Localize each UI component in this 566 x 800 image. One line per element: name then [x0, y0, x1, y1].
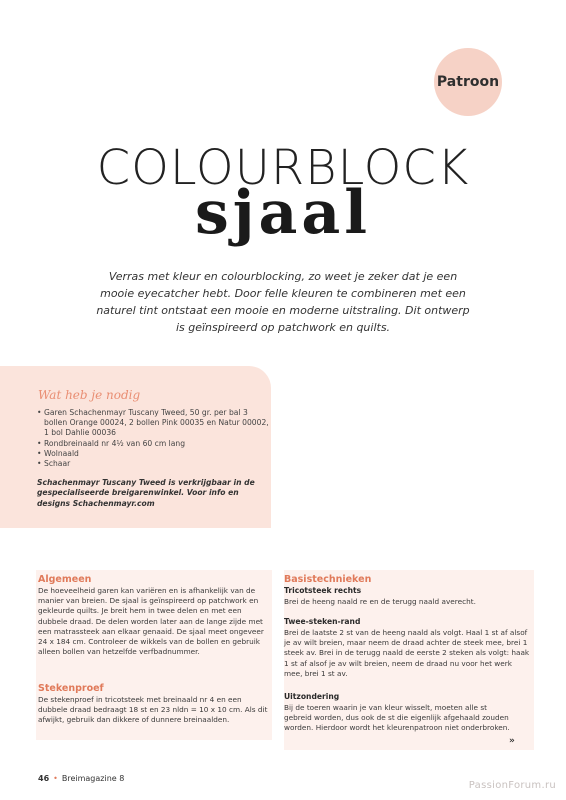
materials-title: Wat heb je nodig: [38, 388, 141, 402]
title-line-1: COLOURBLOCK: [96, 140, 470, 196]
list-item: • Garen Schachenmayr Tuscany Tweed, 50 gr. per bal 3 bollen Orange 00024, 2 bollen Pink 00035 en Natur 00002, 1 bol Dahlie 00036: [37, 408, 269, 439]
materials-note: Schachenmayr Tuscany Tweed is verkrijgbaar in de gespecialiseerde breigarenwinkel. Voor info en designs Schachenmayr.com: [37, 478, 255, 508]
twee-steken-rand-heading: Twee-steken-rand: [284, 617, 361, 626]
uitzondering-text: Bij de toeren waarin je van kleur wisselt, moeten alle st gebreid worden, dus ook de st die eigenlijk afgehaald zouden worden. Hierdoor wordt het kleurenpatroon niet onderbroken.: [284, 703, 510, 733]
materials-list: [37, 408, 269, 469]
page-number: 46: [38, 774, 50, 783]
uitzondering-heading: Uitzondering: [284, 692, 340, 701]
intro-text: Verras met kleur en colourblocking, zo weet je zeker dat je een mooie eyecatcher hebt. Door felle kleuren te combineren met een naturel tint ontstaat een mooie en moderne uitstraling. Dit ontwerp is geïnspireerd op patchwork en quilts.: [96, 270, 470, 334]
algemeen-heading: Algemeen: [38, 574, 92, 585]
algemeen-text: De hoeveelheid garen kan variëren en is afhankelijk van de manier van breien. De sjaal is geïnspireerd op patchwork en gekleurde quilts. Je breit hem in twee delen en met een dubbele draad. De delen worden later aan de lange zijde met een matrassteek aan elkaar genaaid. De sjaal meet ongeveer 24 x 184 cm. Controleer de wikkels van de bollen en gebruik alleen bollen van hetzelfde verfbadnummer.: [38, 586, 264, 657]
title-line-2: sjaal: [194, 178, 372, 248]
continue-mark: »: [509, 736, 515, 746]
twee-steken-rand-text: Brei de laatste 2 st van de heeng naald als volgt. Haal 1 st af alsof je av wilt breien, maar neem de draad achter de steek mee, brei 1 steek av. Brei in de terugg naald de eerste 2 steken als volgt: haak 1 st af alsof je av wilt breien, neem de draad nu voor het werk mee, brei 1 st av.: [284, 628, 530, 678]
list-item: • Schaar: [37, 459, 269, 469]
tricotsteek-heading: Tricotsteek rechts: [284, 586, 362, 595]
tricotsteek-text: Brei de heeng naald re en de terugg naald averecht.: [284, 597, 476, 606]
list-item: • Wolnaald: [37, 449, 269, 459]
watermark: PassionForum.ru: [468, 780, 556, 791]
footer-separator: •: [53, 774, 58, 783]
stekenproef-text: De stekenproef in tricotsteek met breinaald nr 4 en een dubbele draad bedraagt 18 st en 23 nldn = 10 x 10 cm. Als dit afwijkt, gebruik dan dikkere of dunnere breinaalden.: [38, 695, 268, 725]
list-item: • Rondbreinaald nr 4½ van 60 cm lang: [37, 439, 269, 449]
patroon-badge: [434, 48, 502, 116]
badge-label: Patroon: [436, 74, 500, 90]
stekenproef-heading: Stekenproef: [38, 683, 104, 694]
basistechnieken-heading: Basistechnieken: [284, 574, 372, 585]
page-footer: [38, 774, 124, 783]
magazine-name: Breimagazine 8: [61, 774, 125, 783]
